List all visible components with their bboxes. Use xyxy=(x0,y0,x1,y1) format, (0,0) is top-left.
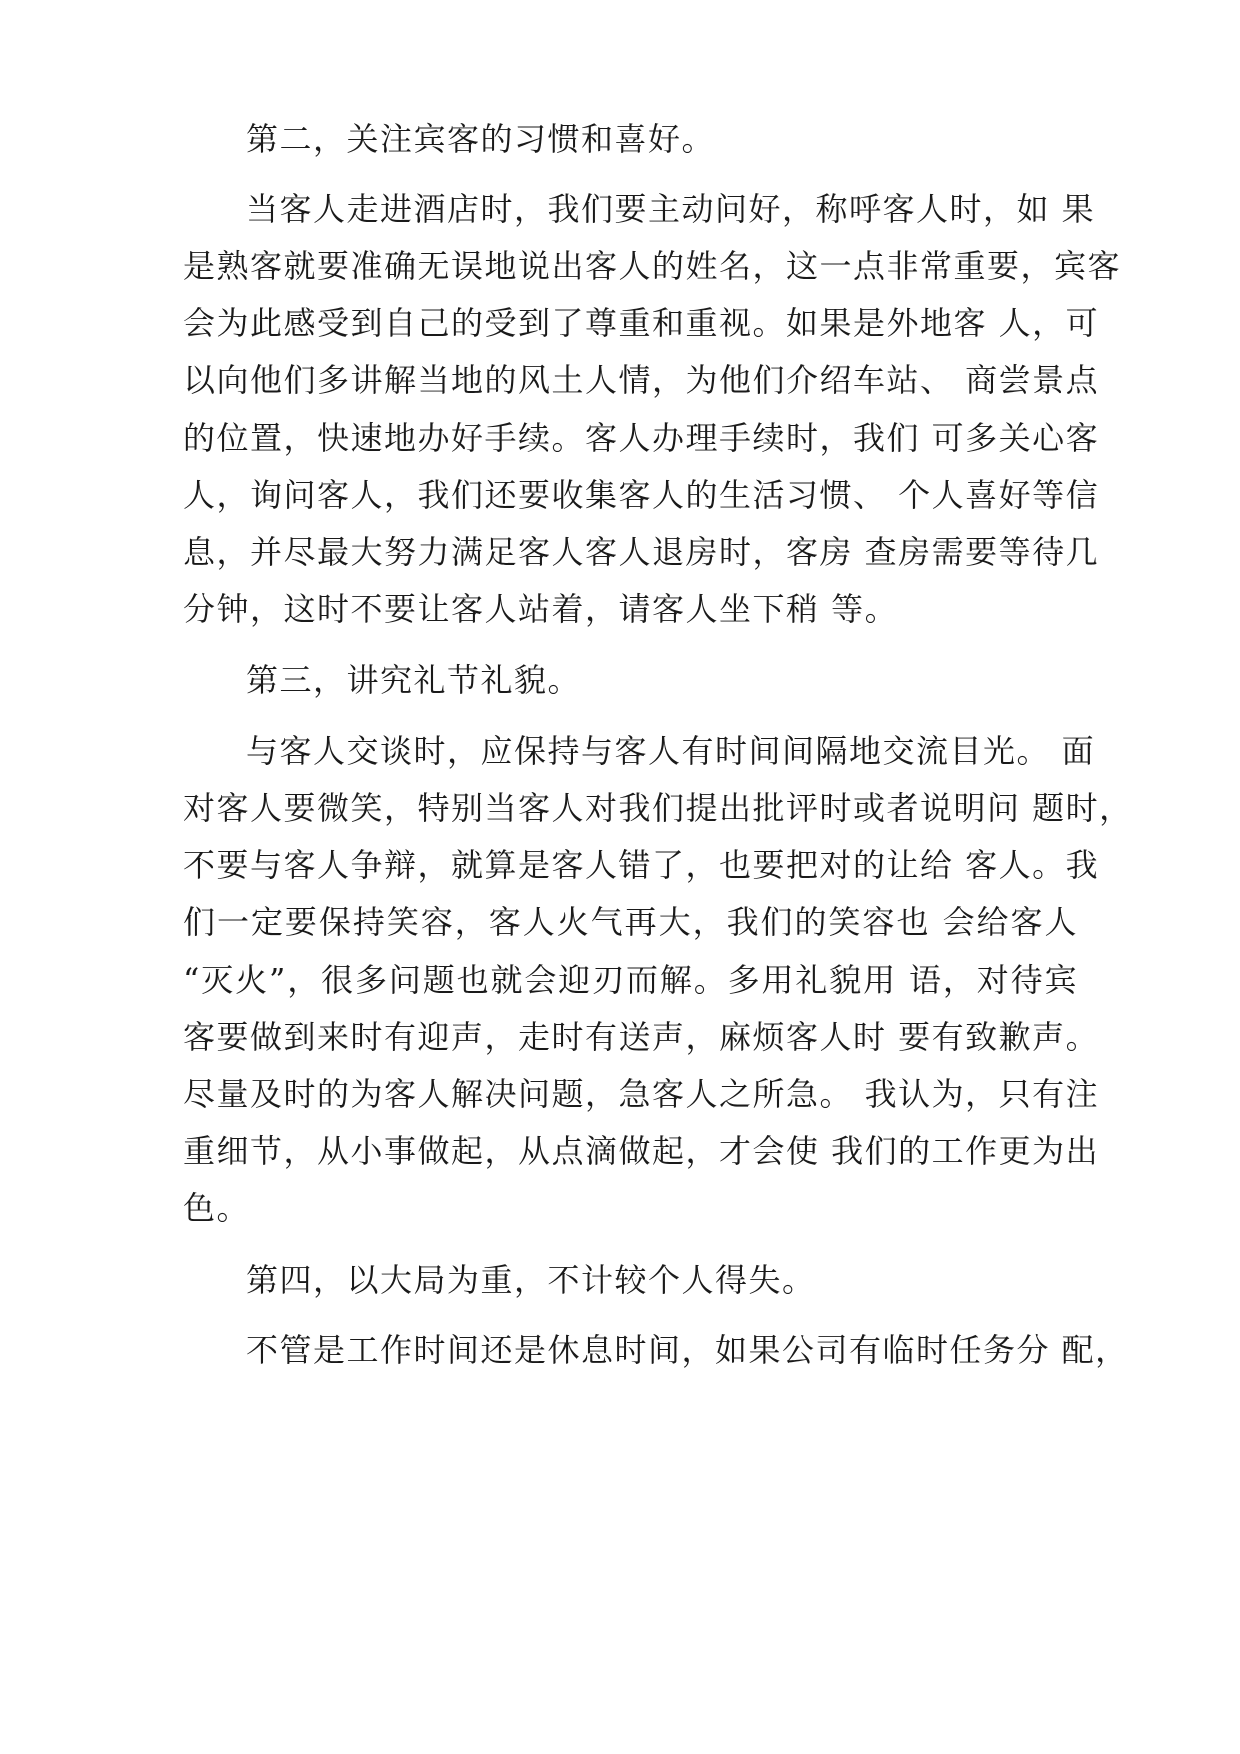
paragraph-line: 以向他们多讲解当地的风土人情，为他们介绍车站、 商尝景点 xyxy=(183,361,1100,399)
paragraph-line: 人，询问客人，我们还要收集客人的生活习惯、 个人喜好等信 xyxy=(183,476,1100,514)
paragraph-line: 客要做到来时有迎声，走时有送声，麻烦客人时 要有致歉声。 xyxy=(183,1018,1100,1056)
paragraph-line: 们一定要保持笑容，客人火气再大，我们的笑容也 会给客人 xyxy=(183,903,1078,941)
paragraph-line: 对客人要微笑，特别当客人对我们提出批评时或者说明问 题时， xyxy=(183,789,1133,827)
paragraph-line: 色。 xyxy=(183,1189,251,1227)
paragraph-line: 的位置，快速地办好手续。客人办理手续时，我们 可多关心客 xyxy=(183,419,1100,457)
heading-point-four: 第四，以大局为重，不计较个人得失。 xyxy=(246,1261,816,1299)
paragraph-line: 是熟客就要准确无误地说出客人的姓名，这一点非常重要，宾客 xyxy=(183,247,1122,285)
paragraph-line: 不管是工作时间还是休息时间，如果公司有临时任务分 配， xyxy=(246,1331,1129,1369)
paragraph-line: 分钟，这时不要让客人站着，请客人坐下稍 等。 xyxy=(183,590,899,628)
paragraph-line: 会为此感受到自己的受到了尊重和重视。如果是外地客 人，可 xyxy=(183,304,1100,342)
paragraph-line: 与客人交谈时，应保持与客人有时间间隔地交流目光。 面 xyxy=(246,732,1096,770)
paragraph-line: “灭火”，很多问题也就会迎刃而解。多用礼貌用 语，对待宾 xyxy=(183,961,1078,999)
paragraph-line: 尽量及时的为客人解决问题，急客人之所急。 我认为，只有注 xyxy=(183,1075,1100,1113)
heading-point-three: 第三，讲究礼节礼貌。 xyxy=(246,661,582,699)
paragraph-line: 息，并尽最大努力满足客人客人退房时，客房 查房需要等待几 xyxy=(183,533,1100,571)
paragraph-line: 不要与客人争辩，就算是客人错了，也要把对的让给 客人。我 xyxy=(183,846,1100,884)
paragraph-line: 重细节，从小事做起，从点滴做起，才会使 我们的工作更为出 xyxy=(183,1132,1100,1170)
heading-point-two: 第二，关注宾客的习惯和喜好。 xyxy=(246,120,716,158)
paragraph-line: 当客人走进酒店时，我们要主动问好，称呼客人时，如 果 xyxy=(246,190,1096,228)
